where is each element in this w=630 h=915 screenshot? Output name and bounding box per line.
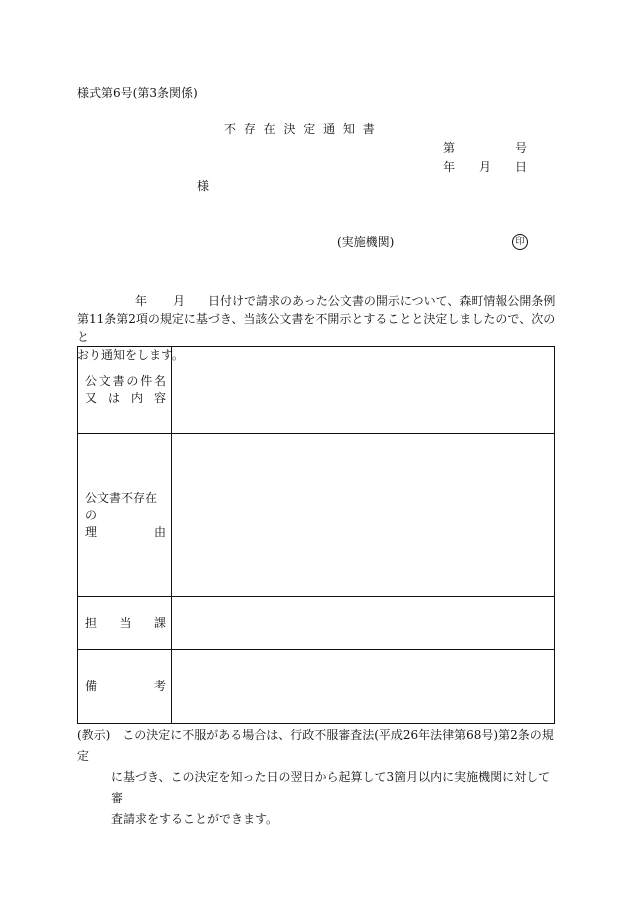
body-month: 月	[173, 294, 186, 308]
doc-number-prefix: 第	[443, 141, 456, 155]
issuer-label: (実施機関)	[337, 235, 395, 249]
addressee-suffix: 様	[197, 179, 210, 193]
date-year-label: 年	[443, 160, 456, 174]
row-reason	[78, 434, 555, 597]
row-department	[78, 597, 555, 650]
label-remarks: 備 考	[78, 650, 172, 724]
form-table	[77, 346, 555, 724]
appeal-notice	[77, 725, 557, 830]
date-month-label: 月	[479, 160, 492, 174]
form-number: 様式第6号(第3条関係)	[77, 86, 198, 100]
doc-number-suffix: 号	[515, 141, 528, 155]
body-line1-rest: 日付けで請求のあった公文書の開示について、森町情報公開条例	[208, 294, 556, 308]
body-line2: 第11条第2項の規定に基づき、当該公文書を不開示とすることと決定しましたので、次のと	[77, 312, 556, 344]
label-department: 担 当 課	[78, 597, 172, 650]
row-document-name	[78, 347, 555, 434]
document-title: 不 存 在 決 定 通 知 書	[224, 122, 377, 136]
body-year: 年	[135, 294, 148, 308]
label-document-name: 公 文 書 の 件 名 又 は 内 容	[78, 347, 172, 434]
notice-label: (教示)	[77, 728, 111, 742]
seal-mark: 印	[512, 234, 528, 250]
notice-line2: に基づき、この決定を知った日の翌日から起算して3箇月以内に実施機関に対して審	[111, 770, 551, 805]
row-remarks	[78, 650, 555, 724]
field-remarks[interactable]	[172, 650, 555, 724]
label-reason: 公文書不存在の 理 由	[78, 434, 172, 597]
body-line3: おり通知をします。	[77, 348, 185, 362]
notice-line1: この決定に不服がある場合は、行政不服審査法(平成26年法律第68号)第2条の規定	[77, 728, 554, 763]
date-day-label: 日	[515, 160, 528, 174]
field-document-name[interactable]	[172, 347, 555, 434]
field-reason[interactable]	[172, 434, 555, 597]
notice-line3: 査請求をすることができます。	[111, 812, 279, 826]
field-department[interactable]	[172, 597, 555, 650]
